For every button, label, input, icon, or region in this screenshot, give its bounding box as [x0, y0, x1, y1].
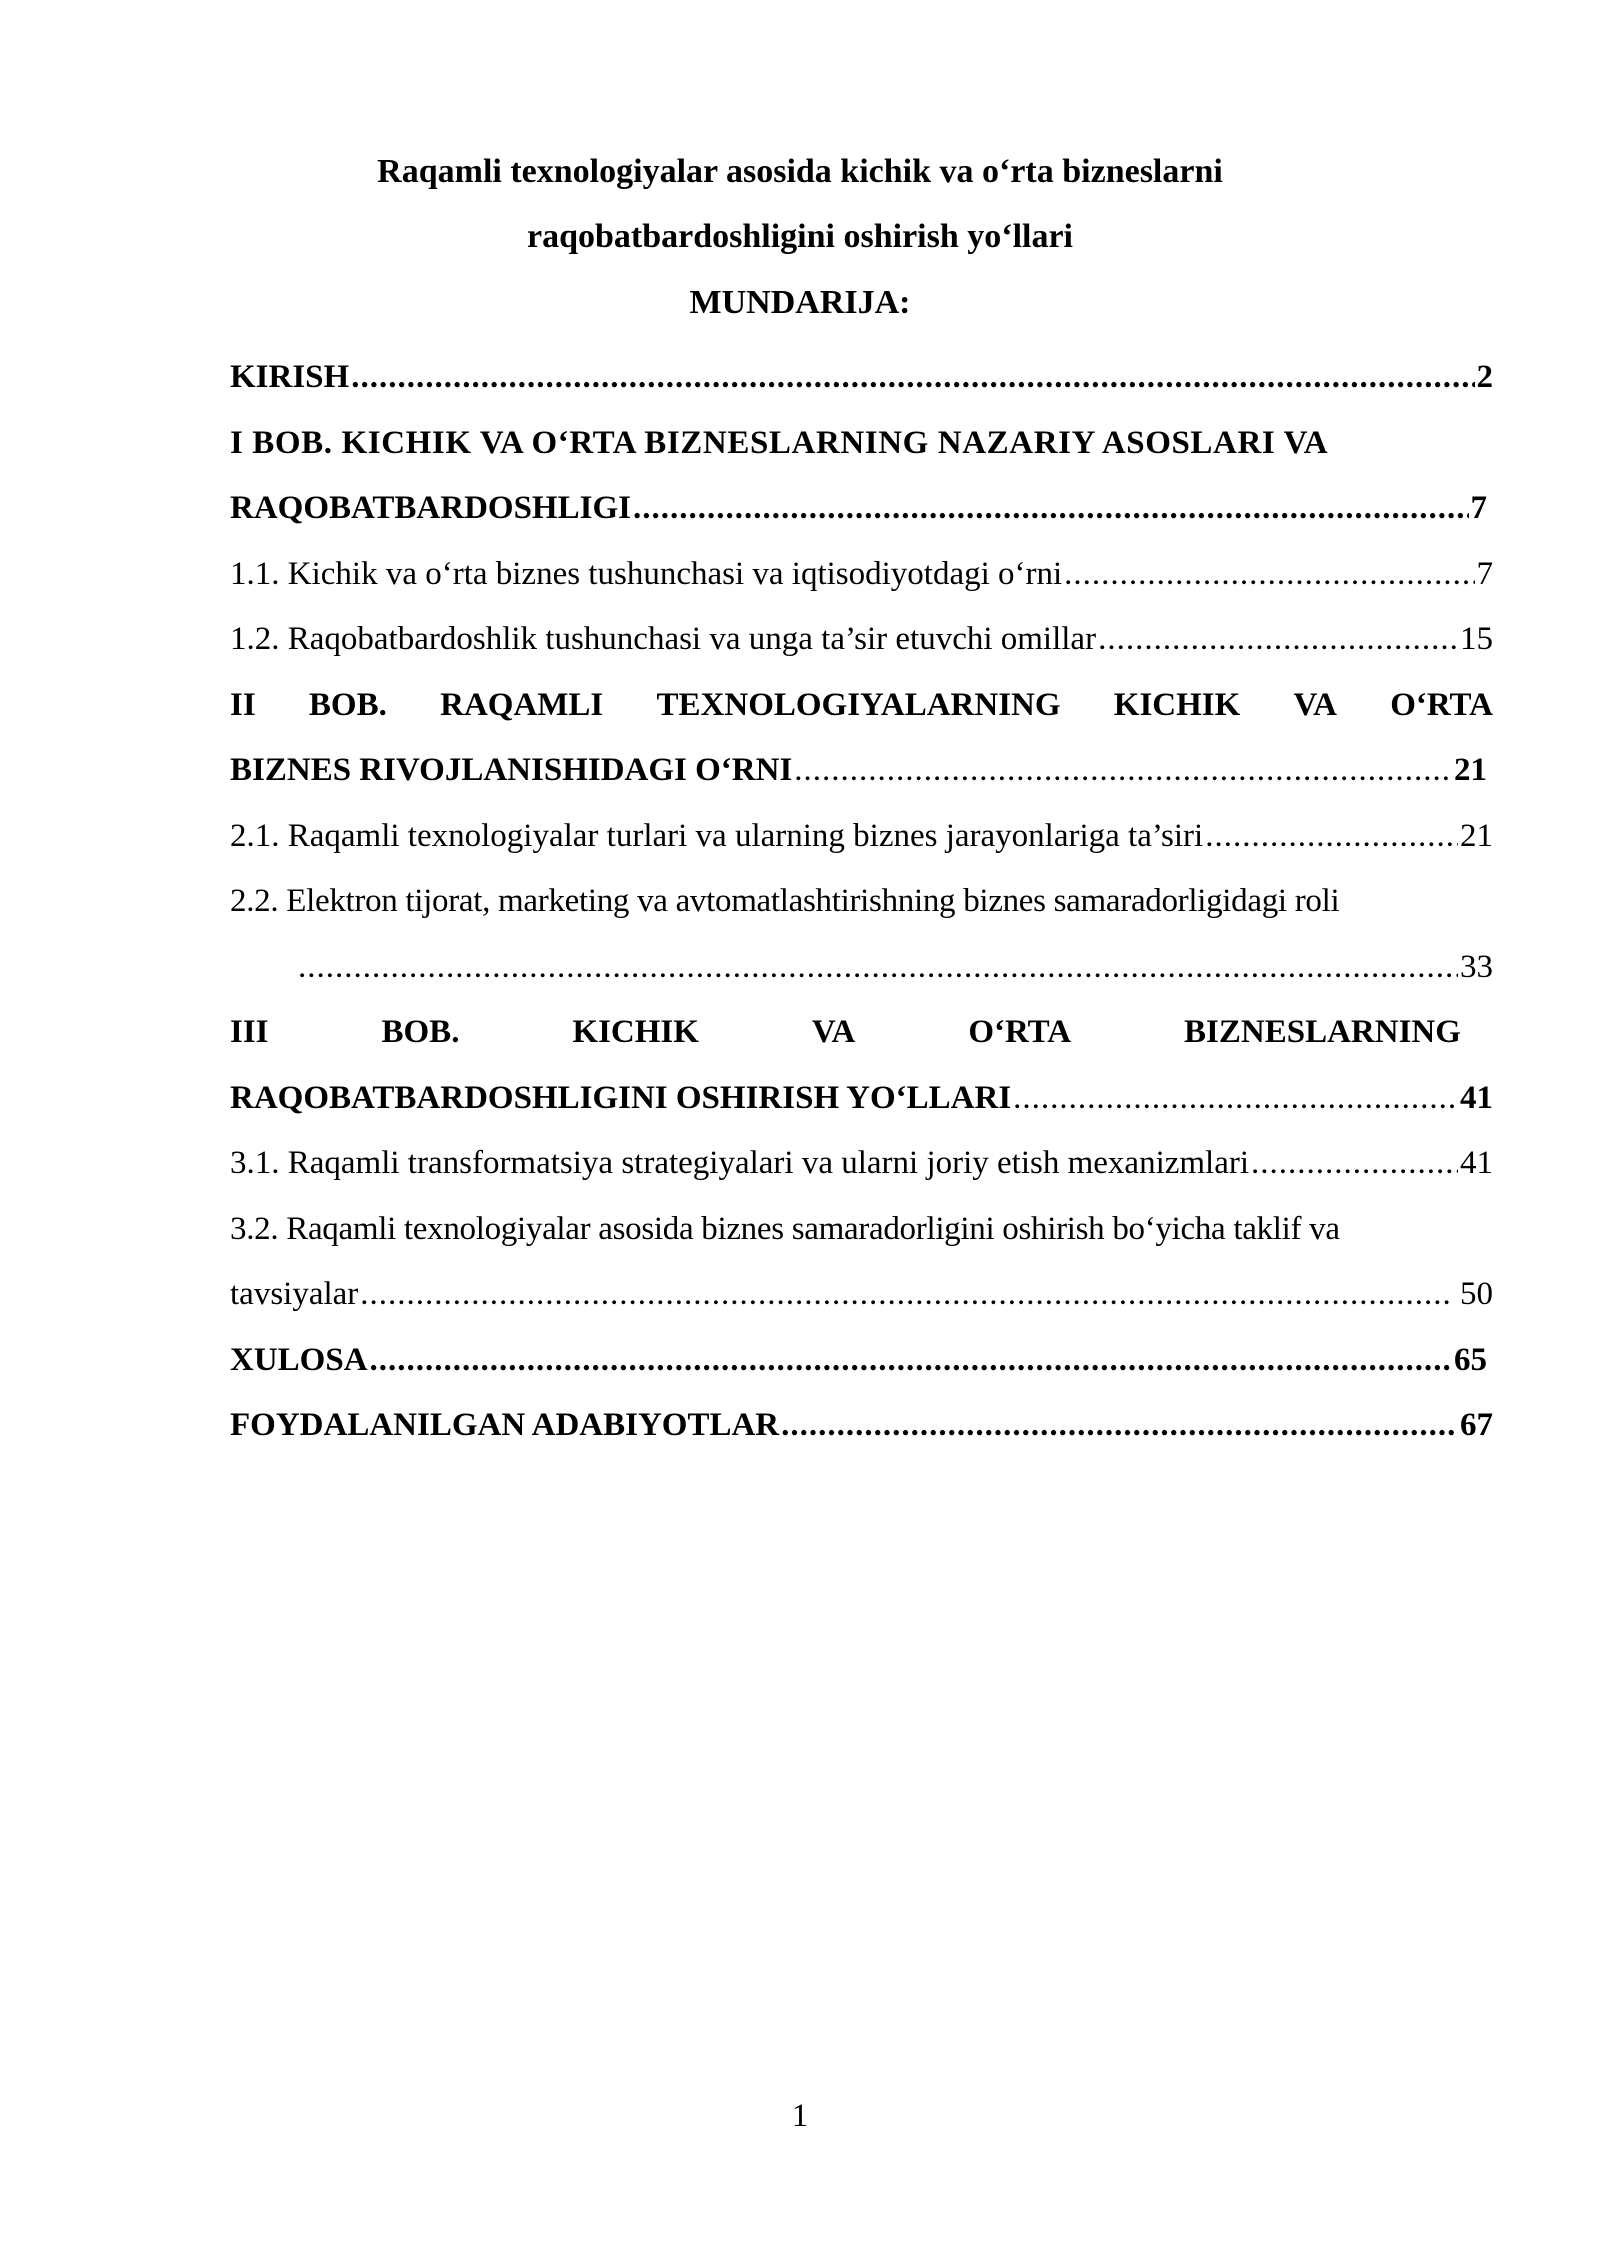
toc-word: KICHIK: [572, 1014, 699, 1051]
dot-leader: [298, 949, 1458, 986]
dot-leader: [370, 1342, 1452, 1379]
toc-entry-label: I BOB. KICHIK VA O‘RTA BIZNESLARNING NAZARIY ASOSLARI VA: [230, 424, 1329, 461]
dot-leader: [781, 1407, 1458, 1444]
toc-entry-adabiyotlar[interactable]: [230, 1393, 1493, 1459]
dot-leader: [351, 359, 1474, 396]
dot-leader: [360, 1276, 1449, 1313]
toc-word: KICHIK: [1113, 686, 1241, 723]
dot-leader: [1064, 556, 1474, 593]
toc-page-number: 50: [1451, 1276, 1493, 1313]
toc-page-number: 7: [1476, 555, 1493, 592]
toc-page-number: 2: [1476, 359, 1493, 396]
toc-page-number: 7: [1470, 490, 1487, 527]
toc-page-number: 33: [1460, 948, 1493, 985]
toc-entry-xulosa[interactable]: [230, 1328, 1493, 1394]
toc-entry-label: FOYDALANILGAN ADABIYOTLAR: [230, 1407, 780, 1444]
toc-entry-2-2-line2[interactable]: [230, 935, 1493, 1001]
toc-word: O‘RTA: [1390, 686, 1493, 723]
dot-leader: [1205, 818, 1458, 855]
toc-word: RAQAMLI: [440, 686, 604, 723]
dot-leader: [1098, 621, 1458, 658]
toc-entry-bob3-line2[interactable]: [230, 1066, 1493, 1132]
toc-page-number: 21: [1460, 817, 1493, 854]
toc-word: VA: [1293, 686, 1337, 723]
toc-word: BOB.: [381, 1014, 460, 1051]
toc-entry-label: BIZNES RIVOJLANISHIDAGI O‘RNI: [230, 752, 793, 789]
toc-entry-3-2-line1[interactable]: [230, 1197, 1493, 1263]
toc-page-number: 21: [1454, 752, 1487, 789]
toc-entry-bob3-line1[interactable]: [230, 1000, 1493, 1066]
toc-word: VA: [811, 1014, 856, 1051]
document-title-line-2: raqobatbardoshligini oshirish yo‘llari: [527, 218, 1073, 255]
toc-entry-2-2-line1[interactable]: [230, 869, 1493, 935]
toc-entry-label: 1.1. Kichik va o‘rta biznes tushunchasi va iqtisodiyotdagi o‘rni: [230, 555, 1063, 592]
toc-entry-label: RAQOBATBARDOSHLIGI: [230, 490, 631, 527]
toc-entry-label: XULOSA: [230, 1341, 368, 1378]
toc-entry-label: KIRISH: [230, 359, 350, 396]
toc-word: BOB.: [308, 686, 387, 723]
dot-leader: [633, 490, 1469, 527]
toc-entry-2-1[interactable]: [230, 804, 1493, 870]
toc-word: O‘RTA: [968, 1014, 1072, 1051]
toc-word: BIZNESLARNING: [1184, 1014, 1461, 1051]
dot-leader: [794, 752, 1452, 789]
toc-word: TEXNOLOGIYALARNING: [656, 686, 1061, 723]
toc-entry-3-2-line2[interactable]: [230, 1262, 1493, 1328]
toc-page-number: 65: [1454, 1341, 1487, 1378]
page-number: 1: [791, 2098, 809, 2134]
document-title-line-1: Raqamli texnologiyalar asosida kichik va o‘rta bizneslarni: [377, 153, 1223, 190]
contents-heading: MUNDARIJA:: [689, 284, 911, 321]
toc-word: III: [230, 1014, 269, 1051]
toc-entry-label: 2.2. Elektron tijorat, marketing va avtomatlashtirishning biznes samaradorligidagi roli: [230, 883, 1340, 920]
toc-entry-label: 3.1. Raqamli transformatsiya strategiyalari va ularni joriy etish mexanizmlari: [230, 1145, 1250, 1182]
table-of-contents: [230, 345, 1493, 1459]
toc-entry-1-1[interactable]: [230, 542, 1493, 608]
toc-entry-bob2-line2[interactable]: [230, 738, 1493, 804]
toc-entry-1-2[interactable]: [230, 607, 1493, 673]
toc-entry-label: tavsiyalar: [230, 1276, 359, 1313]
toc-entry-bob1-line1[interactable]: [230, 411, 1493, 477]
toc-entry-bob2-line1[interactable]: [230, 673, 1493, 739]
toc-entry-label: 1.2. Raqobatbardoshlik tushunchasi va unga ta’sir etuvchi omillar: [230, 621, 1097, 658]
toc-page-number: 15: [1460, 621, 1493, 658]
dot-leader: [1013, 1080, 1458, 1117]
toc-page-number: 67: [1460, 1407, 1493, 1444]
toc-entry-kirish[interactable]: [230, 345, 1493, 411]
toc-entry-3-1[interactable]: [230, 1131, 1493, 1197]
toc-word: II: [230, 686, 256, 723]
toc-page-number: 41: [1460, 1145, 1493, 1182]
toc-entry-label: 2.1. Raqamli texnologiyalar turlari va ularning biznes jarayonlariga ta’siri: [230, 817, 1204, 854]
toc-entry-label: 3.2. Raqamli texnologiyalar asosida biznes samaradorligini oshirish bo‘yicha taklif va: [230, 1210, 1340, 1247]
dot-leader: [1251, 1145, 1458, 1182]
toc-entry-bob1-line2[interactable]: [230, 476, 1493, 542]
toc-page-number: 41: [1460, 1079, 1493, 1116]
toc-entry-label: RAQOBATBARDOSHLIGINI OSHIRISH YO‘LLARI: [230, 1079, 1012, 1116]
